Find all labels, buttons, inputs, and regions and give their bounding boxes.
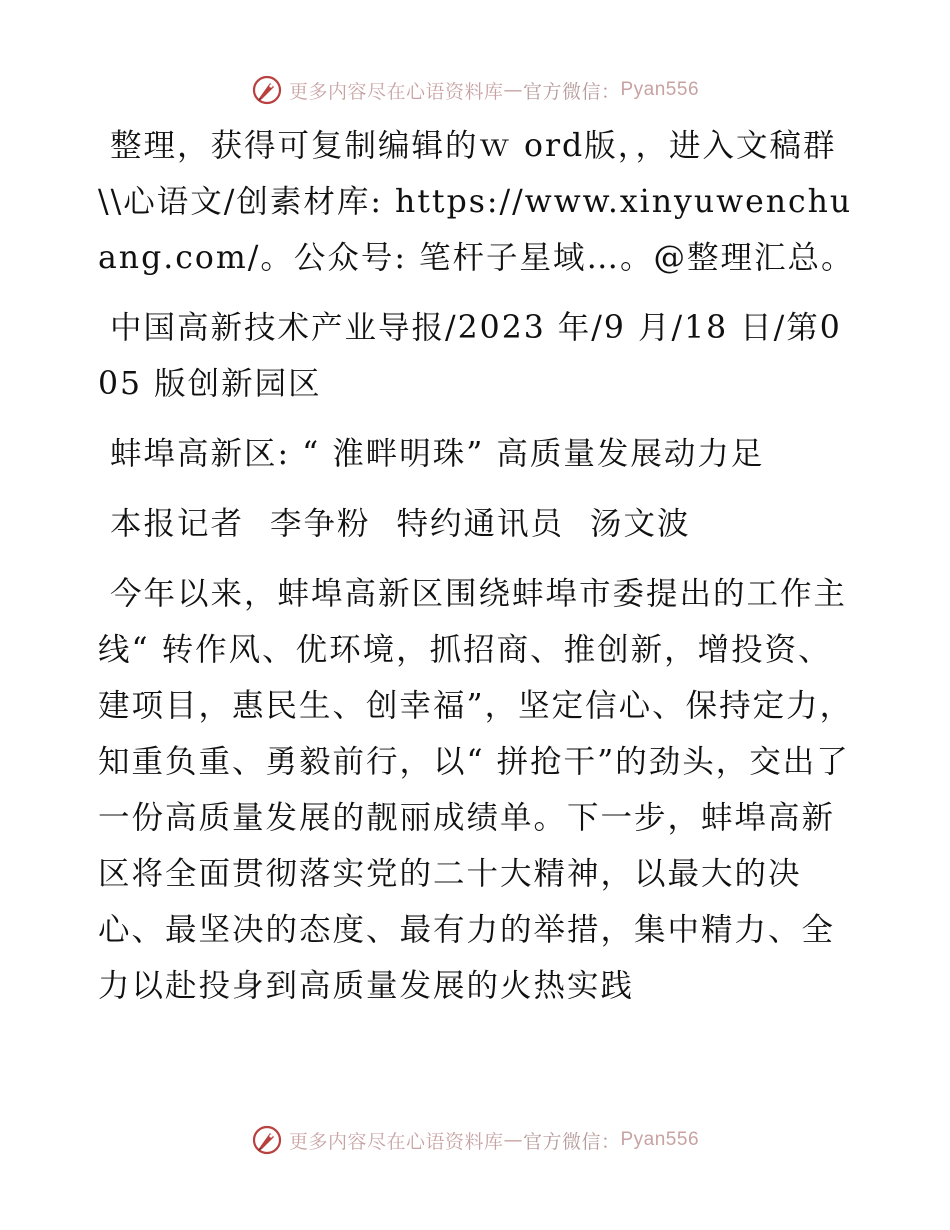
intro-paragraph: 整理，获得可复制编辑的ｗ ord版，，进入文稿群\\心语文/创素材库: https://www.xinyuwenchuang.com/。公众号: 笔杆子星域…。@整理汇总。	[98, 128, 855, 276]
footer-dash: —	[503, 1129, 523, 1151]
header-wechat-label: 官方微信：	[522, 80, 621, 103]
header-banner	[0, 72, 950, 108]
body-paragraph: 今年以来，蚌埠高新区围绕蚌埠市委提出的工作主线“ 转作风、优环境，抓招商、推创新，增投资、建项目，惠民生、创幸福”，坚定信心、保持定力，知重负重、勇毅前行，以“ 拼抢干”的劲头，交出了一份高质量发展的靓丽成绩单。下一步，蚌埠高新区将全面贯彻落实党的二十大精神，以最大的决心、最坚决的态度、最有力的举措，集中精力、全力以赴投身到高质量发展的火热实践	[98, 576, 854, 1004]
pen-nib-logo-icon	[251, 1124, 283, 1156]
header-site-name: 更多内容尽在心语资料库	[288, 80, 504, 103]
footer-wechat-id: Pyan556	[620, 1129, 700, 1150]
footer-site-name: 更多内容尽在心语资料库	[288, 1130, 504, 1153]
footer-banner	[0, 1122, 950, 1158]
source-line: 中国高新技术产业导报/2023 年/9 月/18 日/第005 版创新园区	[98, 310, 842, 402]
header-wechat-id: Pyan556	[620, 79, 700, 100]
document-body	[98, 118, 858, 1028]
byline: 本报记者 李争粉 特约通讯员 汤文波	[110, 506, 691, 542]
footer-wechat-label: 官方微信：	[522, 1130, 621, 1153]
article-title: 蚌埠高新区: “ 淮畔明珠” 高质量发展动力足	[110, 436, 765, 472]
pen-nib-logo-icon	[251, 74, 283, 106]
header-dash: —	[503, 79, 523, 101]
